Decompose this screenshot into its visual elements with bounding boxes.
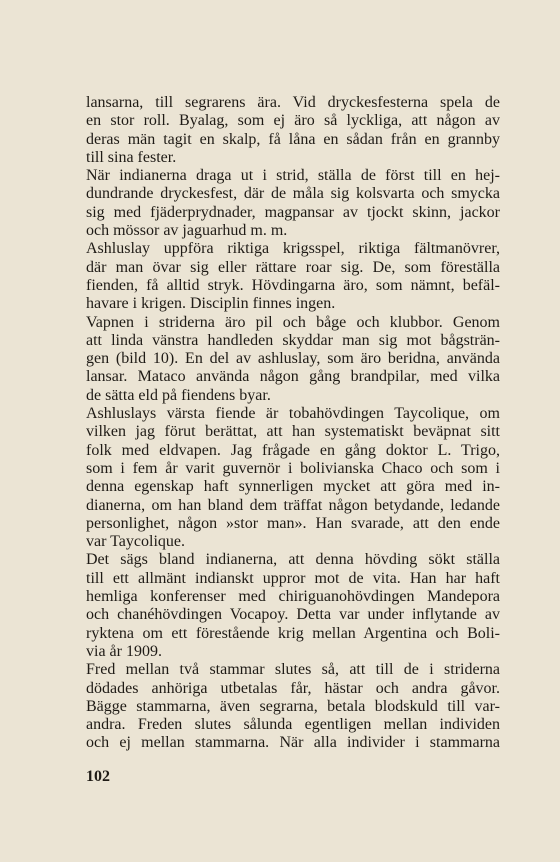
text-line: deras män tagit en skalp, få låna en sådan från en grannby xyxy=(86,130,500,148)
text-line: personlighet, någon »stor man». Han svarade, att den ende xyxy=(86,514,500,532)
text-line: och ej mellan stammarna. När alla individer i stammarna xyxy=(86,734,500,752)
text-line: andra. Freden slutes sålunda egentligen mellan individen xyxy=(86,716,500,734)
text-line: och chanéhövdingen Vocapoy. Detta var under inflytande av xyxy=(86,606,500,624)
text-line: gen (bild 10). En del av ashluslay, som äro beridna, använda xyxy=(86,350,500,368)
text-line: Det sägs bland indianerna, att denna hövding sökt ställa xyxy=(86,551,500,569)
text-line: Vapnen i striderna äro pil och båge och klubbor. Genom xyxy=(86,313,500,331)
text-line: till sina fester. xyxy=(86,148,177,166)
text-line: Ashluslays värsta fiende är tobahövdingen Taycolique, om xyxy=(86,405,500,423)
text-line: sig med fjäderprydnader, magpansar av tjockt skinn, jackor xyxy=(86,203,500,221)
text-line: lansar. Mataco använda någon gång brandpilar, med vilka xyxy=(86,368,500,386)
paragraph xyxy=(86,314,500,405)
text-line: Fred mellan två stammar slutes så, att till de i striderna xyxy=(86,661,500,679)
text-line: var Taycolique. xyxy=(86,533,185,551)
text-line: folk med eldvapen. Jag frågade en gång doktor L. Trigo, xyxy=(86,441,500,459)
paragraph xyxy=(86,167,500,240)
paragraph xyxy=(86,405,500,551)
text-line: som i fem år varit guvernör i bolivianska Chaco och som i xyxy=(86,459,500,477)
text-line: och mössor av jaguarhud m. m. xyxy=(86,222,288,240)
text-line: att linda vänstra handleden skyddar man sig mot bågsträn- xyxy=(86,331,500,349)
text-line: där man övar sig eller rättare roar sig. De, som föreställa xyxy=(86,258,500,276)
text-line: hemliga konferenser med chiriguanohövdingen Mandepora xyxy=(86,588,500,606)
text-line: denna egenskap haft synnerligen mycket att göra med in- xyxy=(86,478,500,496)
text-line: via år 1909. xyxy=(86,642,162,660)
text-line: en stor roll. Byalag, som ej äro så lyckliga, att någon av xyxy=(86,112,500,130)
page-number: 102 xyxy=(86,768,110,785)
text-line: lansarna, till segrarens ära. Vid dryckesfesterna spela de xyxy=(86,94,500,111)
paragraph xyxy=(86,551,500,661)
text-line: dianerna, om han bland dem träffat någon betydande, ledande xyxy=(86,496,500,514)
text-line: dödades anhöriga utbetalas får, hästar och andra gåvor. xyxy=(86,679,500,697)
paragraph xyxy=(86,94,500,167)
text-line: Ashluslay uppföra riktiga krigsspel, riktiga fältmanövrer, xyxy=(86,240,500,258)
text-line: fienden, få alltid stryk. Hövdingarna äro, som nämnt, befäl- xyxy=(86,276,500,294)
text-line: När indianerna draga ut i strid, ställa de först till en hej- xyxy=(86,167,500,185)
text-line: vilken jag förut berättat, att han systematiskt beväpnat sitt xyxy=(86,423,500,441)
text-line: havare i krigen. Disciplin finnes ingen. xyxy=(86,295,336,313)
text-line: dundrande dryckesfest, där de måla sig kolsvarta och smycka xyxy=(86,185,500,203)
paragraph xyxy=(86,661,500,752)
text-line: Bägge stammarna, även segrarna, betala blodskuld till var- xyxy=(86,697,500,715)
text-line: ryktena om ett förestående krig mellan Argentina och Boli- xyxy=(86,624,500,642)
text-line: till ett allmänt indianskt uppror mot de vita. Han har haft xyxy=(86,569,500,587)
paragraph xyxy=(86,240,500,313)
text-line: de sätta eld på fiendens byar. xyxy=(86,386,271,404)
body-text xyxy=(86,94,500,753)
